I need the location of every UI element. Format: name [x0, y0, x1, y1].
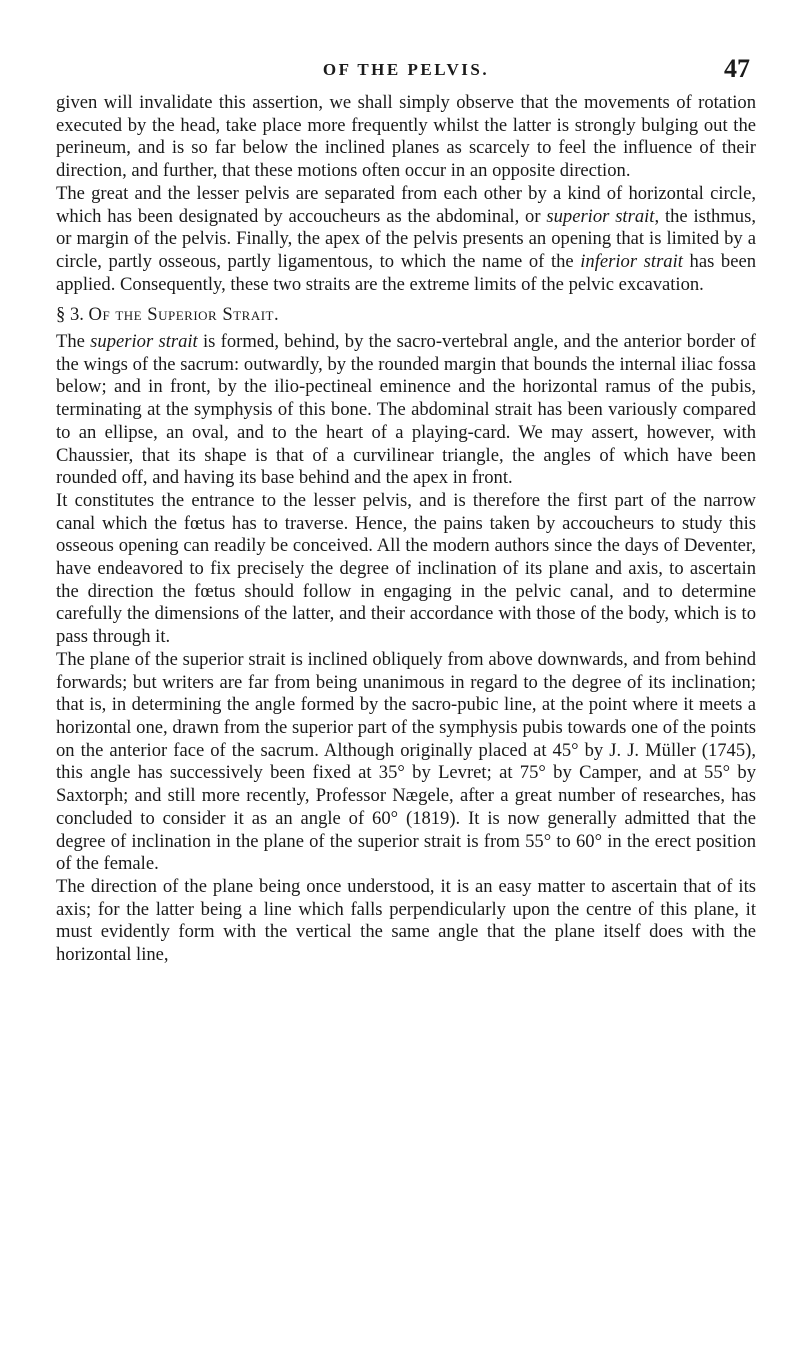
paragraph-3-text-c: is formed, behind, by the sacro-vertebral angle, and the anterior border of the wings of the sacrum: outwardly, by the rounded margin that bounds the internal iliac fossa below; and in front, by the ilio-pectineal eminence and the horizontal ramus of the pubis, terminating at the symphysis of this bone. The abdominal strait has been variously compared to an ellipse, an oval, and to the heart of a playing-card. We may assert, however, with Chaussier, that its shape is that of a curvilinear triangle, the angles of which have been rounded off, and having its base behind and the apex in front. [56, 331, 756, 489]
paragraph-2-text-e: has been applied. Consequently, these two straits are the extreme limits of the pelvic excavation. [56, 250, 756, 295]
paragraph-5: The plane of the superior strait is inclined obliquely from above downwards, and from behind forwards; but writers are far from being unanimous in regard to the degree of its inclination; that is, in determining the angle formed by the sacro-pubic line, at the point where it meets a horizontal one, drawn from the superior part of the symphysis pubis towards one of the points on the anterior face of the sacrum. Although originally placed at 45° by J. J. Müller (1745), this angle has successively been fixed at 35° by Levret; at 75° by Camper, and at 55° by Saxtorph; and still more recently, Professor Nægele, after a great number of researches, has concluded to consider it as an angle of 60° (1819). It is now generally admitted that the degree of inclination in the plane of the superior strait is from 55° to 60° in the erect position of the female. [56, 648, 756, 875]
paragraph-4: It constitutes the entrance to the lesser pelvis, and is therefore the first part of the narrow canal which the fœtus has to traverse. Hence, the pains taken by accoucheurs to study this osseous opening can readily be conceived. All the modern authors since the days of Deventer, have endeavored to fix precisely the degree of inclination of its plane and axis, to ascertain the direction the fœtus should follow in engaging in the pelvic canal, and to determine carefully the dimensions of the latter, and their accordance with those of the body, which is to pass through it. [56, 489, 756, 648]
paragraph-2 [56, 183, 756, 297]
term-superior-strait: superior strait [546, 205, 655, 227]
paragraph-3 [56, 331, 756, 490]
body-text [56, 92, 756, 967]
term-superior-strait-2: superior strait [90, 331, 198, 353]
paragraph-1: given will invalidate this assertion, we shall simply observe that the movements of rotation executed by the head, take place more frequently whilst the latter is strongly bulging out the perineum, and is so far below the inclined planes as scarcely to feel the influence of their direction, and further, that these motions often occur in an opposite direction. [56, 92, 756, 182]
running-header [56, 54, 756, 92]
running-title: OF THE PELVIS. [322, 60, 490, 79]
section-heading [56, 304, 756, 327]
paragraph-3-text-a: The [56, 331, 91, 353]
term-inferior-strait: inferior strait [580, 250, 683, 272]
paragraph-2-text-a: The great and the lesser pelvis are separated from each other by a kind of horizontal circle, which has been designated by accoucheurs as the abdominal, or [56, 182, 756, 227]
paragraph-2-text-c: , the isthmus, or margin of the pelvis. Finally, the apex of the pelvis presents an opening that is limited by a circle, partly osseous, partly ligamentous, to which the name of the [56, 205, 756, 272]
section-mark: § 3. [56, 304, 84, 326]
book-page [56, 54, 756, 967]
section-title: Of the Superior Strait. [88, 304, 280, 326]
paragraph-6: The direction of the plane being once understood, it is an easy matter to ascertain that of its axis; for the latter being a line which falls perpendicularly upon the centre of this plane, it must evidently form with the vertical the same angle that the plane itself does with the horizontal line, [56, 875, 756, 966]
page-number: 47 [724, 54, 750, 83]
